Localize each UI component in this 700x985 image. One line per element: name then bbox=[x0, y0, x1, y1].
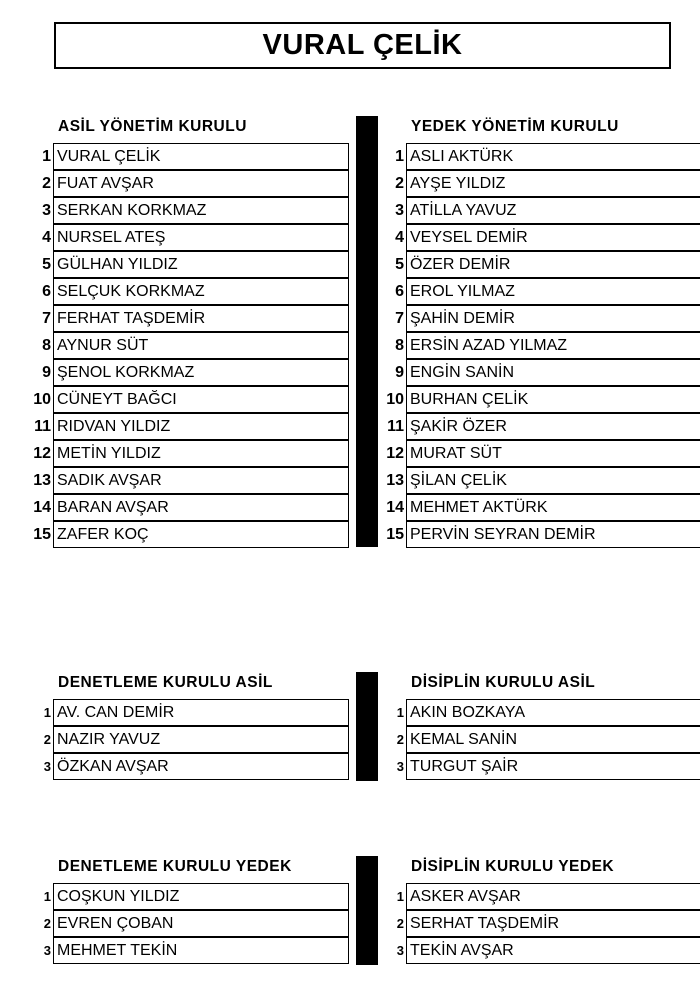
member-name: BARAN AVŞAR bbox=[53, 494, 349, 521]
member-name: ŞAKİR ÖZER bbox=[406, 413, 700, 440]
table-row bbox=[0, 726, 350, 753]
section-heading-asil-yonetim: ASİL YÖNETİM KURULU bbox=[58, 118, 247, 135]
member-name: ENGİN SANİN bbox=[406, 359, 700, 386]
table-row bbox=[353, 197, 700, 224]
member-name: ŞAHİN DEMİR bbox=[406, 305, 700, 332]
member-name: ŞİLAN ÇELİK bbox=[406, 467, 700, 494]
member-name: GÜLHAN YILDIZ bbox=[53, 251, 349, 278]
member-name: CÜNEYT BAĞCI bbox=[53, 386, 349, 413]
member-name: ERSİN AZAD YILMAZ bbox=[406, 332, 700, 359]
table-row bbox=[353, 910, 700, 937]
table-row bbox=[0, 937, 350, 964]
member-name: AV. CAN DEMİR bbox=[53, 699, 349, 726]
member-name: SERKAN KORKMAZ bbox=[53, 197, 349, 224]
table-row bbox=[353, 521, 700, 548]
table-row bbox=[0, 883, 350, 910]
member-name: BURHAN ÇELİK bbox=[406, 386, 700, 413]
table-row bbox=[353, 251, 700, 278]
table-row bbox=[0, 413, 350, 440]
table-row bbox=[0, 251, 350, 278]
table-row bbox=[0, 359, 350, 386]
member-name: FUAT AVŞAR bbox=[53, 170, 349, 197]
member-name: SADIK AVŞAR bbox=[53, 467, 349, 494]
table-row bbox=[0, 910, 350, 937]
table-row bbox=[0, 494, 350, 521]
table-row bbox=[0, 143, 350, 170]
table-row bbox=[353, 170, 700, 197]
table-row bbox=[0, 170, 350, 197]
table-row bbox=[0, 440, 350, 467]
section-heading-denetleme-yedek: DENETLEME KURULU YEDEK bbox=[58, 858, 292, 875]
row-number: 2 bbox=[396, 916, 404, 931]
table-row bbox=[353, 332, 700, 359]
member-name: MURAT SÜT bbox=[406, 440, 700, 467]
row-number: 15 bbox=[386, 526, 404, 543]
member-name: FERHAT TAŞDEMİR bbox=[53, 305, 349, 332]
table-row bbox=[353, 278, 700, 305]
row-number: 4 bbox=[395, 229, 404, 246]
row-number: 2 bbox=[395, 175, 404, 192]
member-name: METİN YILDIZ bbox=[53, 440, 349, 467]
table-row bbox=[353, 883, 700, 910]
section-heading-disiplin-asil: DİSİPLİN KURULU ASİL bbox=[411, 674, 596, 691]
member-name: ÖZKAN AVŞAR bbox=[53, 753, 349, 780]
member-name: AKIN BOZKAYA bbox=[406, 699, 700, 726]
table-row bbox=[0, 197, 350, 224]
table-row bbox=[0, 521, 350, 548]
row-number: 8 bbox=[395, 337, 404, 354]
member-name: PERVİN SEYRAN DEMİR bbox=[406, 521, 700, 548]
member-name: NURSEL ATEŞ bbox=[53, 224, 349, 251]
row-number: 4 bbox=[42, 229, 51, 246]
page-title: VURAL ÇELİK bbox=[54, 22, 671, 69]
row-number: 1 bbox=[43, 705, 51, 720]
row-number: 11 bbox=[34, 418, 51, 435]
member-name: MEHMET TEKİN bbox=[53, 937, 349, 964]
member-name: AYŞE YILDIZ bbox=[406, 170, 700, 197]
row-number: 7 bbox=[395, 310, 404, 327]
row-number: 7 bbox=[42, 310, 51, 327]
section-heading-disiplin-yedek: DİSİPLİN KURULU YEDEK bbox=[411, 858, 615, 875]
row-number: 12 bbox=[386, 445, 404, 462]
row-number: 9 bbox=[395, 364, 404, 381]
table-row bbox=[353, 305, 700, 332]
member-name: SELÇUK KORKMAZ bbox=[53, 278, 349, 305]
member-name: ATİLLA YAVUZ bbox=[406, 197, 700, 224]
member-name: NAZIR YAVUZ bbox=[53, 726, 349, 753]
row-number: 3 bbox=[396, 943, 404, 958]
table-row bbox=[353, 224, 700, 251]
row-number: 6 bbox=[395, 283, 404, 300]
row-number: 13 bbox=[386, 472, 404, 489]
row-number: 1 bbox=[396, 705, 404, 720]
member-name: TEKİN AVŞAR bbox=[406, 937, 700, 964]
row-number: 6 bbox=[42, 283, 51, 300]
row-number: 2 bbox=[43, 916, 51, 931]
row-number: 2 bbox=[43, 732, 51, 747]
table-row bbox=[353, 359, 700, 386]
table-row bbox=[353, 937, 700, 964]
row-number: 3 bbox=[396, 759, 404, 774]
table-row bbox=[353, 413, 700, 440]
table-row bbox=[353, 386, 700, 413]
row-number: 1 bbox=[43, 889, 51, 904]
row-number: 3 bbox=[42, 202, 51, 219]
row-number: 1 bbox=[42, 148, 51, 165]
row-number: 10 bbox=[386, 391, 404, 408]
table-row bbox=[353, 726, 700, 753]
row-number: 2 bbox=[42, 175, 51, 192]
member-name: ŞENOL KORKMAZ bbox=[53, 359, 349, 386]
table-row bbox=[353, 143, 700, 170]
table-row bbox=[0, 278, 350, 305]
table-row bbox=[353, 440, 700, 467]
member-name: AYNUR SÜT bbox=[53, 332, 349, 359]
table-row bbox=[0, 224, 350, 251]
table-row bbox=[353, 753, 700, 780]
row-number: 5 bbox=[42, 256, 51, 273]
row-number: 8 bbox=[42, 337, 51, 354]
member-name: MEHMET AKTÜRK bbox=[406, 494, 700, 521]
member-name: TURGUT ŞAİR bbox=[406, 753, 700, 780]
row-number: 15 bbox=[33, 526, 51, 543]
row-number: 1 bbox=[395, 148, 404, 165]
member-name: ASLI AKTÜRK bbox=[406, 143, 700, 170]
row-number: 1 bbox=[396, 889, 404, 904]
table-row bbox=[0, 305, 350, 332]
member-name: EVREN ÇOBAN bbox=[53, 910, 349, 937]
member-name: KEMAL SANİN bbox=[406, 726, 700, 753]
row-number: 12 bbox=[33, 445, 51, 462]
row-number: 11 bbox=[387, 418, 404, 435]
row-number: 14 bbox=[386, 499, 404, 516]
row-number: 14 bbox=[33, 499, 51, 516]
member-name: ASKER AVŞAR bbox=[406, 883, 700, 910]
member-name: RIDVAN YILDIZ bbox=[53, 413, 349, 440]
row-number: 3 bbox=[43, 759, 51, 774]
row-number: 2 bbox=[396, 732, 404, 747]
row-number: 10 bbox=[33, 391, 51, 408]
row-number: 13 bbox=[33, 472, 51, 489]
table-row bbox=[353, 699, 700, 726]
section-heading-yedek-yonetim: YEDEK YÖNETİM KURULU bbox=[411, 118, 619, 135]
section-heading-denetleme-asil: DENETLEME KURULU ASİL bbox=[58, 674, 273, 691]
row-number: 5 bbox=[395, 256, 404, 273]
member-name: EROL YILMAZ bbox=[406, 278, 700, 305]
row-number: 3 bbox=[395, 202, 404, 219]
table-row bbox=[353, 494, 700, 521]
table-row bbox=[0, 467, 350, 494]
member-name: COŞKUN YILDIZ bbox=[53, 883, 349, 910]
member-name: SERHAT TAŞDEMİR bbox=[406, 910, 700, 937]
row-number: 9 bbox=[42, 364, 51, 381]
member-name: VURAL ÇELİK bbox=[53, 143, 349, 170]
member-name: VEYSEL DEMİR bbox=[406, 224, 700, 251]
member-name: ÖZER DEMİR bbox=[406, 251, 700, 278]
table-row bbox=[0, 753, 350, 780]
table-row bbox=[353, 467, 700, 494]
row-number: 3 bbox=[43, 943, 51, 958]
table-row bbox=[0, 386, 350, 413]
table-row bbox=[0, 332, 350, 359]
table-row bbox=[0, 699, 350, 726]
member-name: ZAFER KOÇ bbox=[53, 521, 349, 548]
